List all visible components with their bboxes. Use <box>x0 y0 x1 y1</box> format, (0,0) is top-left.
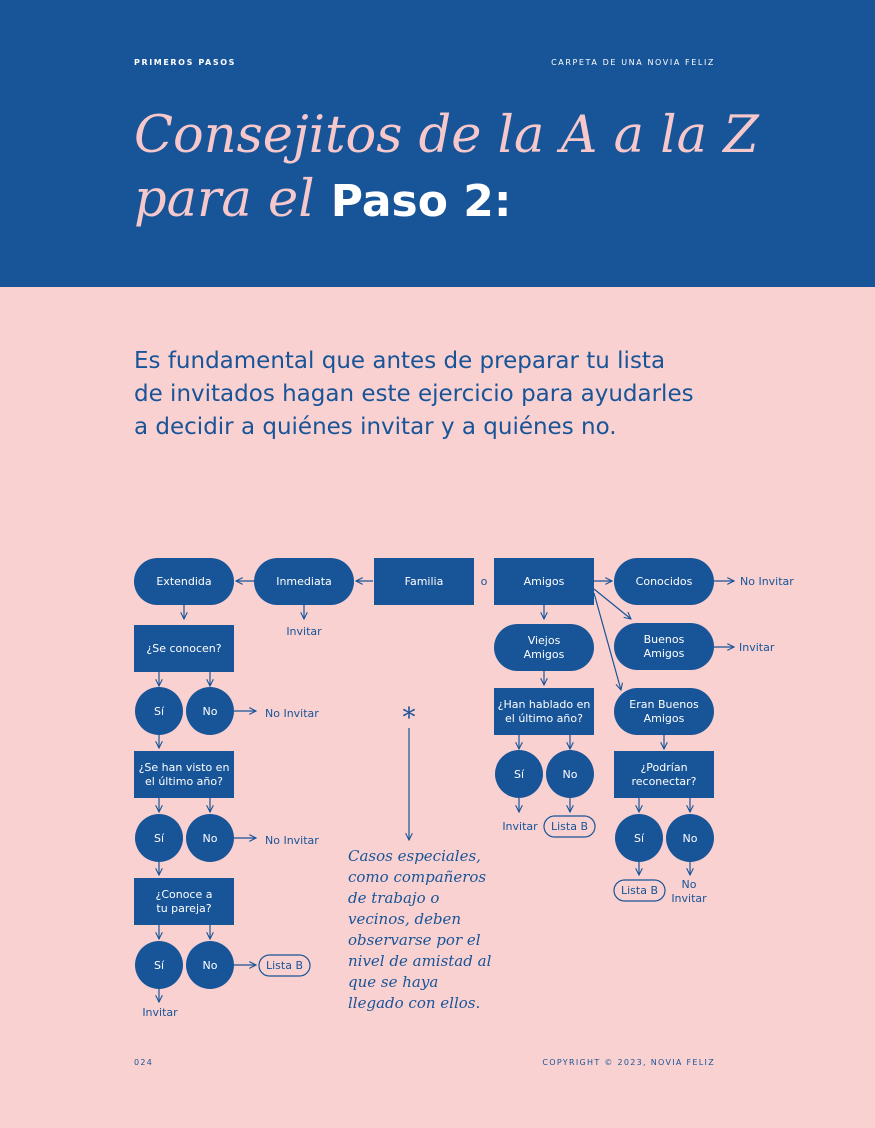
publication-label: CARPETA DE UNA NOVIA FELIZ <box>551 58 715 67</box>
label-no-5: No <box>682 832 698 845</box>
title-bold-part: Paso 2: <box>330 176 512 227</box>
outcome-no-invitar-2: No Invitar <box>265 834 319 847</box>
label-inmediata: Inmediata <box>276 575 332 588</box>
section-label: PRIMEROS PASOS <box>134 58 236 67</box>
outcome-lista-b-3: Lista B <box>620 884 659 897</box>
label-extendida: Extendida <box>156 575 212 588</box>
outcome-no-invitar-reconectar: No Invitar <box>671 878 707 905</box>
label-eran-buenos-amigos: Eran Buenos Amigos <box>629 698 699 725</box>
page-number: 024 <box>134 1058 154 1067</box>
label-si-5: Sí <box>633 832 645 845</box>
label-q-han-hablado: ¿Han hablado en el último año? <box>497 698 591 725</box>
outcome-lista-b-1: Lista B <box>265 959 304 972</box>
label-buenos-amigos: Buenos Amigos <box>643 633 685 660</box>
special-cases-note: Casos especiales, como compañeros de trabajo o vecinos, deben observarse por el nivel de amistad al que se haya llegado con ellos. <box>348 847 492 1012</box>
label-conocidos: Conocidos <box>635 575 693 588</box>
label-no-1: No <box>202 705 218 718</box>
outcome-invitar-viejos: Invitar <box>502 820 538 833</box>
label-no-3: No <box>202 959 218 972</box>
outcome-no-invitar-conocidos: No Invitar <box>740 575 794 588</box>
label-no-4: No <box>562 768 578 781</box>
outcome-invitar-buenos: Invitar <box>739 641 775 654</box>
copyright: COPYRIGHT © 2023, NOVIA FELIZ <box>542 1058 715 1067</box>
label-si-3: Sí <box>153 959 165 972</box>
label-no-2: No <box>202 832 218 845</box>
label-q-podrian-reconectar: ¿Podrían reconectar? <box>631 761 697 788</box>
intro-paragraph: Es fundamental que antes de preparar tu lista de invitados hagan este ejercicio para ayudarles a decidir a quiénes invitar y a quiénes no. <box>134 348 694 440</box>
label-q-se-han-visto: ¿Se han visto en el último año? <box>138 761 230 788</box>
title-italic-part: para el <box>134 170 315 229</box>
label-connector-o: o <box>480 575 488 588</box>
label-si-2: Sí <box>153 832 165 845</box>
outcome-no-invitar-1: No Invitar <box>265 707 319 720</box>
label-q-conoce-pareja: ¿Conoce a tu pareja? <box>155 888 213 915</box>
label-familia: Familia <box>404 575 444 588</box>
asterisk-icon: * <box>402 703 416 733</box>
label-si-4: Sí <box>513 768 525 781</box>
title-line-1: Consejitos de la A a la Z <box>134 106 759 165</box>
outcome-invitar-extendida: Invitar <box>142 1006 178 1019</box>
label-si-1: Sí <box>153 705 165 718</box>
label-q-se-conocen: ¿Se conocen? <box>146 642 222 655</box>
label-amigos: Amigos <box>523 575 565 588</box>
label-viejos-amigos: Viejos Amigos <box>523 634 565 661</box>
outcome-invitar-inmediata: Invitar <box>286 625 322 638</box>
outcome-lista-b-2: Lista B <box>550 820 589 833</box>
